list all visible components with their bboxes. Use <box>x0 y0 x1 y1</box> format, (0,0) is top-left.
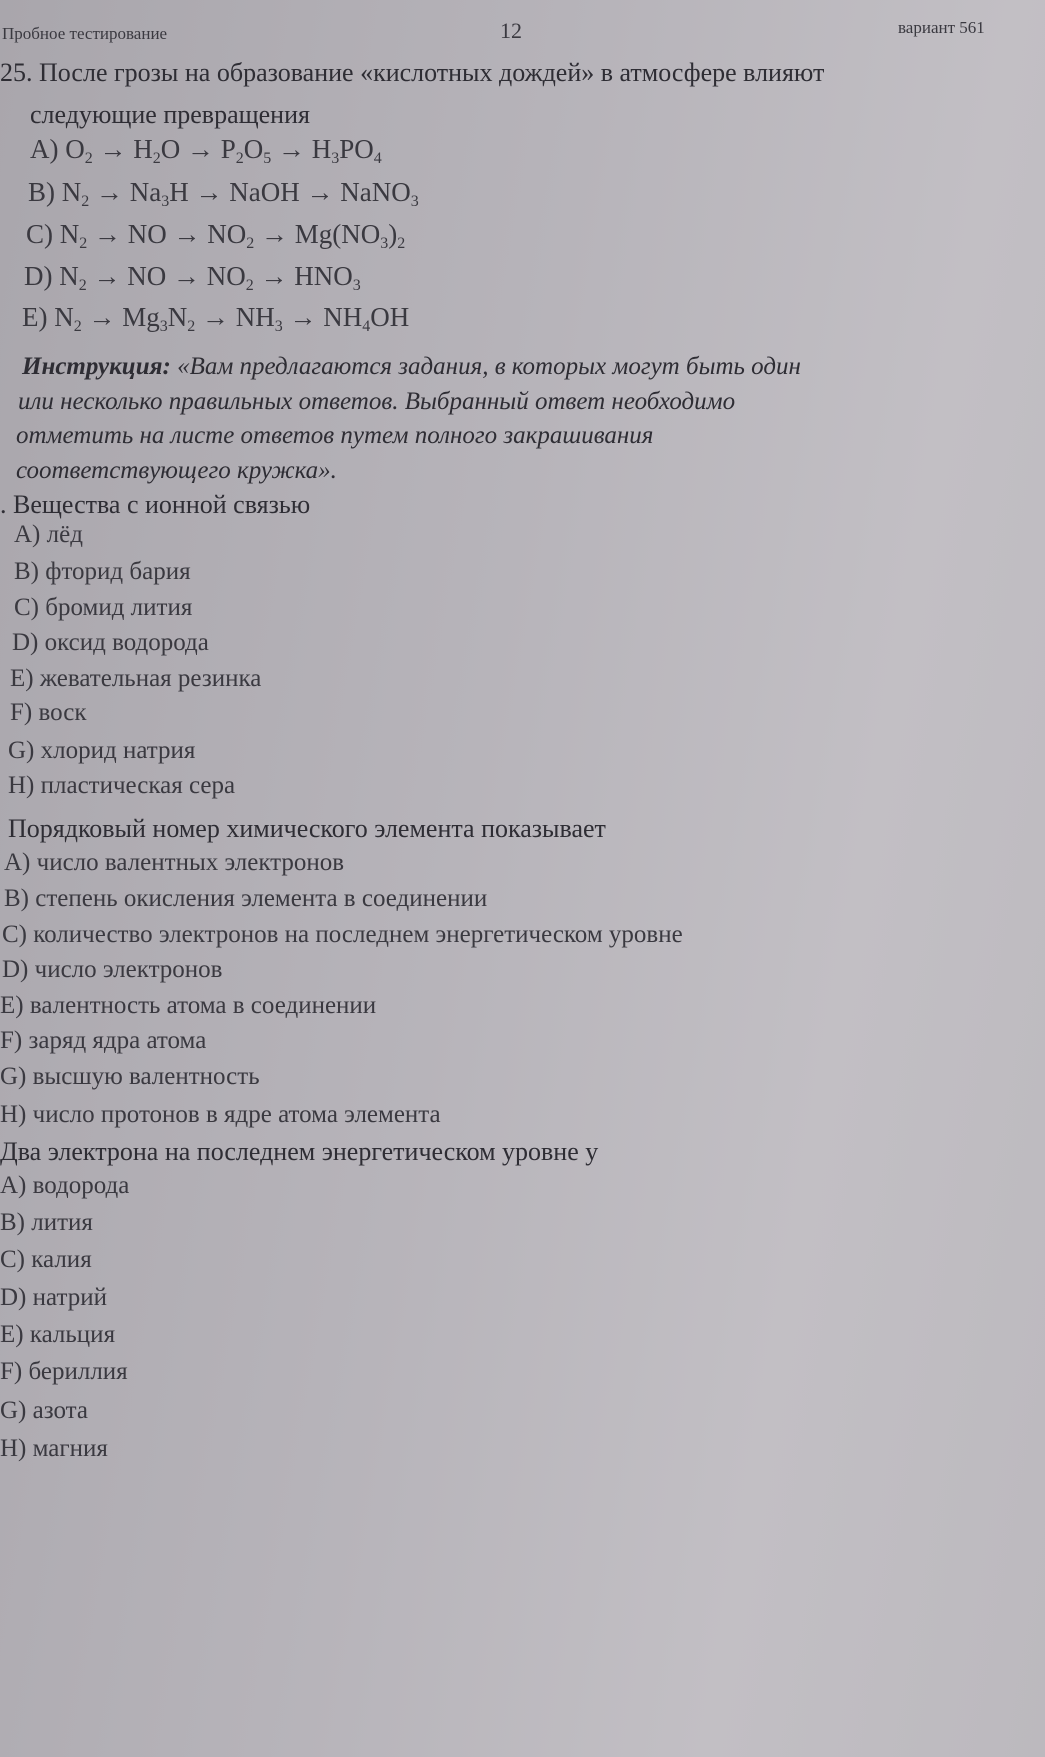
q25-stem-line1: 25. После грозы на образование «кислотных дождей» в атмосфере влияют <box>0 58 825 87</box>
page-number: 12 <box>500 18 522 43</box>
formula: NaNO$_3$ <box>340 177 419 210</box>
formula: $NH_4OH$ <box>323 302 410 335</box>
option-label: E) <box>22 302 55 332</box>
arrow-icon: → <box>195 302 236 332</box>
q25-option-b <box>28 177 419 210</box>
formula: $N_2$ <box>61 177 90 210</box>
q27-option-c: C) количество электронов на последнем энергетическом уровне <box>2 921 683 948</box>
formula: $P_2O_5$ <box>220 134 272 167</box>
formula: $NH_3$ <box>235 302 283 335</box>
q26-option-b: B) фторид бария <box>14 558 191 585</box>
q27-option-h: H) число протонов в ядре атома элемента <box>0 1101 441 1128</box>
formula: $N_2$ <box>59 261 87 294</box>
formula: $O_2$ <box>65 134 93 167</box>
q27-option-g: G) высшую валентность <box>0 1063 260 1090</box>
arrow-icon: → <box>253 261 295 291</box>
instruction-line2: или несколько правильных ответов. Выбранный ответ необходимо <box>18 388 736 415</box>
q28-option-f: F) бериллия <box>0 1358 128 1385</box>
q26-option-d: D) оксид водорода <box>12 629 209 656</box>
arrow-icon: → <box>81 302 123 332</box>
q27-option-f: F) заряд ядра атома <box>0 1027 207 1054</box>
q26-stem: . Вещества с ионной связью <box>0 490 311 519</box>
variant-label: вариант 561 <box>898 18 985 37</box>
q25-option-a <box>30 134 382 167</box>
arrow-icon: → <box>282 302 324 332</box>
arrow-icon: → <box>92 134 134 164</box>
formula: $NO_2$ <box>207 219 255 252</box>
arrow-icon: → <box>86 261 128 291</box>
q26-option-g: G) хлорид натрия <box>8 737 196 764</box>
arrow-icon: → <box>271 134 312 164</box>
q27-stem: Порядковый номер химического элемента показывает <box>8 814 606 843</box>
arrow-icon: → <box>89 177 130 207</box>
q28-option-e: E) кальция <box>0 1321 116 1348</box>
q28-option-c: C) калия <box>0 1246 92 1273</box>
q28-option-a: A) водорода <box>0 1172 130 1199</box>
q26-option-h: H) пластическая сера <box>8 772 236 799</box>
arrow-icon: → <box>254 219 295 249</box>
q28-stem: Два электрона на последнем энергетическом уровне у <box>0 1137 599 1166</box>
formula: $Mg(NO_3)_2$ <box>294 219 406 252</box>
q27-option-a: A) число валентных электронов <box>4 849 345 876</box>
page-header <box>0 18 1045 48</box>
instruction-text-1: «Вам предлагаются задания, в которых могут быть один <box>177 353 801 380</box>
arrow-icon: → <box>188 177 230 207</box>
formula: $H_3PO_4$ <box>311 134 382 167</box>
instruction-title: Инструкция: <box>22 353 171 380</box>
instruction-line1 <box>22 352 801 382</box>
q26-option-e: E) жевательная резинка <box>10 665 262 692</box>
q26-option-f: F) воск <box>10 699 87 726</box>
q28-option-b: B) лития <box>0 1209 93 1236</box>
formula: NO <box>127 219 167 249</box>
formula: $Mg_3N_2$ <box>122 302 196 335</box>
formula: $Na_3H$ <box>129 177 189 210</box>
formula: NO <box>127 261 167 291</box>
option-label: B) <box>28 177 62 207</box>
arrow-icon: → <box>87 219 128 249</box>
q28-option-g: G) азота <box>0 1397 88 1424</box>
formula: $HNO_3$ <box>294 261 361 294</box>
instruction-line3: отметить на листе ответов путем полного закрашивания <box>16 422 654 449</box>
formula: NaOH <box>229 177 300 207</box>
arrow-icon: → <box>166 261 207 291</box>
q28-option-d: D) натрий <box>0 1284 107 1311</box>
formula: $H_2O$ <box>133 134 181 167</box>
option-label: C) <box>26 219 60 249</box>
arrow-icon: → <box>180 134 221 164</box>
option-label: A) <box>30 134 66 164</box>
q25-option-c <box>26 219 406 252</box>
formula: $NO_2$ <box>206 261 254 294</box>
q27-option-e: E) валентность атома в соединении <box>0 992 377 1019</box>
arrow-icon: → <box>166 219 208 249</box>
q28-option-h: H) магния <box>0 1435 108 1462</box>
option-label: D) <box>24 261 60 291</box>
q27-option-d: D) число электронов <box>2 956 223 983</box>
formula: $N_2$ <box>59 219 88 252</box>
q26-option-a: A) лёд <box>14 521 83 548</box>
q25-option-e <box>22 302 410 335</box>
formula: $N_2$ <box>54 302 82 335</box>
q27-option-b: B) степень окисления элемента в соединении <box>4 885 488 912</box>
q25-option-d <box>24 261 361 294</box>
instruction-line4: соответствующего кружка». <box>16 457 337 484</box>
q26-option-c: C) бромид лития <box>14 594 193 621</box>
q25-stem-line2: следующие превращения <box>30 100 310 129</box>
header-title: Пробное тестирование <box>2 24 168 43</box>
arrow-icon: → <box>299 177 341 207</box>
